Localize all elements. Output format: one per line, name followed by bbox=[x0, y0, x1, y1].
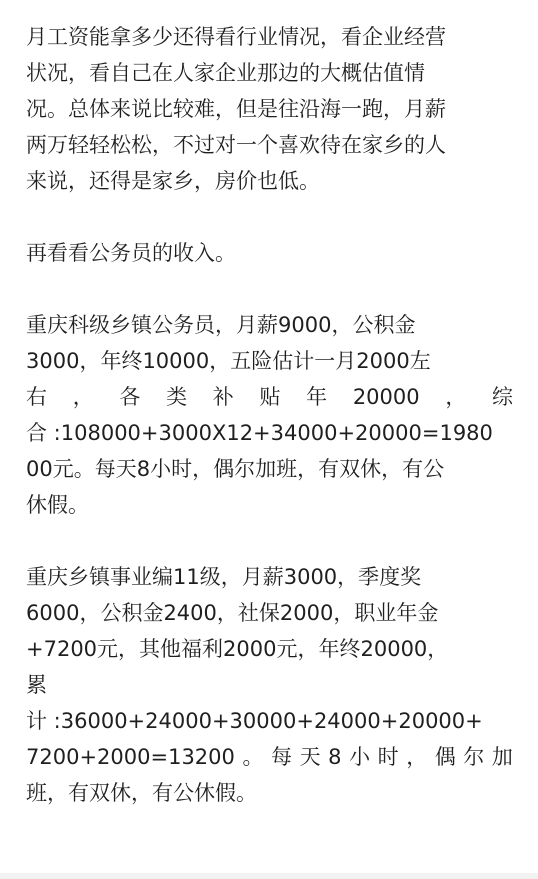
paragraph-3-line-2: 3000，年终10000，五险估计一月2000左 bbox=[26, 349, 431, 373]
paragraph-gap bbox=[26, 199, 514, 235]
text-token: ， bbox=[72, 385, 94, 409]
text-token: 补 bbox=[212, 385, 234, 409]
paragraph-3-line-5: 00元。每天8小时，偶尔加班，有双休，有公 bbox=[26, 457, 445, 481]
text-token: 8 bbox=[328, 745, 342, 769]
paragraph-1-line-1: 月工资能拿多少还得看行业情况，看企业经营 bbox=[26, 25, 446, 49]
paragraph-4-line-3: +7200元，其他福利2000元，年终20000， bbox=[26, 637, 449, 661]
paragraph-1-line-4: 两万轻轻松松，不过对一个喜欢待在家乡的人 bbox=[26, 133, 446, 157]
text-token: 加 bbox=[491, 745, 513, 769]
text-token: 时 bbox=[377, 745, 399, 769]
text-token: 小 bbox=[349, 745, 371, 769]
article-body bbox=[26, 19, 514, 811]
paragraph-1-line-3: 况。总体来说比较难，但是往沿海一跑，月薪 bbox=[26, 97, 446, 121]
paragraph-4-line-2: 6000，公积金2400，社保2000，职业年金 bbox=[26, 601, 439, 625]
text-token: 尔 bbox=[463, 745, 485, 769]
paragraph-gap bbox=[26, 271, 514, 307]
paragraph-1-line-5: 来说，还得是家乡，房价也低。 bbox=[26, 169, 320, 193]
text-token: ， bbox=[445, 385, 467, 409]
paragraph-gap bbox=[26, 523, 514, 559]
paragraph-4-line-7: 班，有双休，有公休假。 bbox=[26, 781, 257, 805]
text-token: 偶 bbox=[434, 745, 456, 769]
text-token: 综 bbox=[492, 385, 513, 409]
text-token: 7200+2000=13200 bbox=[26, 745, 235, 769]
text-token: 20000 bbox=[352, 385, 420, 409]
paragraph-2-line-1: 再看看公务员的收入。 bbox=[26, 241, 236, 265]
text-token: 各 bbox=[119, 385, 141, 409]
text-token: 贴 bbox=[259, 385, 281, 409]
paragraph-4-line-5: 计 :36000+24000+30000+24000+20000+ bbox=[26, 709, 483, 733]
text-token: ， bbox=[406, 745, 428, 769]
paragraph-3-line-6: 休假。 bbox=[26, 493, 89, 517]
paragraph-4-line-4: 累 bbox=[26, 673, 47, 697]
paragraph-3-line-4: 合 :108000+3000X12+34000+20000=1980 bbox=[26, 421, 493, 445]
bottom-divider-bar bbox=[0, 873, 538, 879]
paragraph-3-line-3 bbox=[26, 379, 513, 415]
text-token: 。 bbox=[242, 745, 264, 769]
paragraph-1-line-2: 状况，看自己在人家企业那边的大概估值情 bbox=[26, 61, 425, 85]
text-token: 年 bbox=[306, 385, 328, 409]
paragraph-4-line-1: 重庆乡镇事业编11级，月薪3000，季度奖 bbox=[26, 565, 422, 589]
text-token: 右 bbox=[26, 385, 47, 409]
text-token: 每 bbox=[271, 745, 293, 769]
paragraph-4-line-6 bbox=[26, 739, 513, 775]
paragraph-3-line-1: 重庆科级乡镇公务员，月薪9000，公积金 bbox=[26, 313, 416, 337]
text-token: 天 bbox=[299, 745, 321, 769]
text-token: 类 bbox=[166, 385, 188, 409]
